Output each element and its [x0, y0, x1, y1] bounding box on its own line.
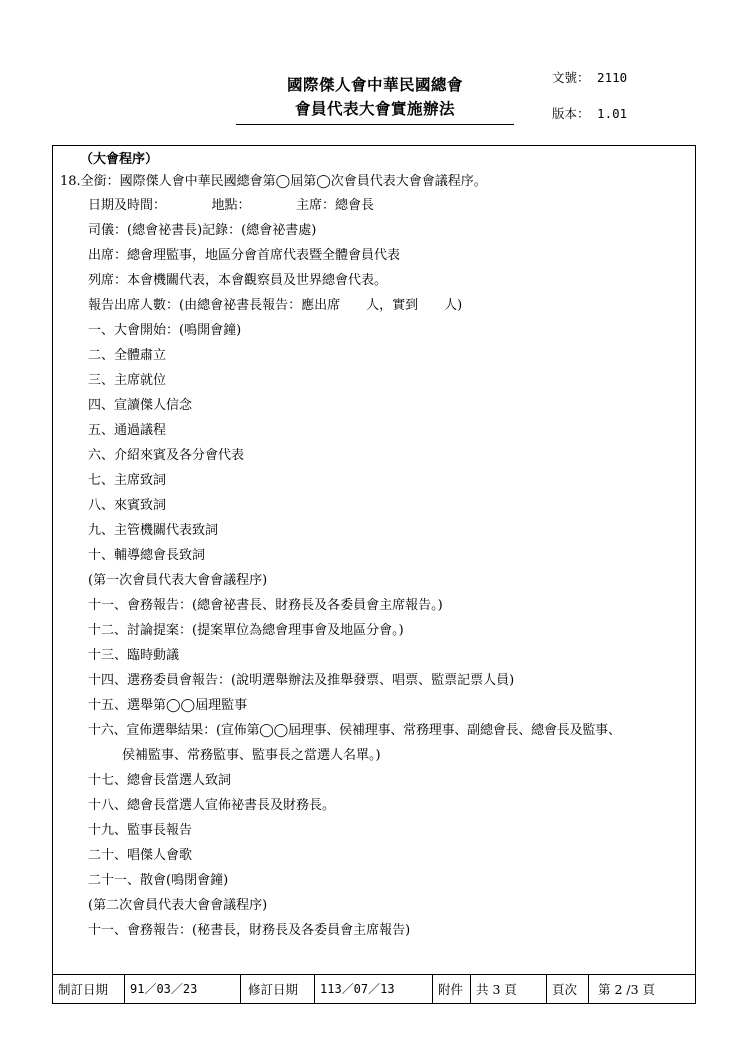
body-line: 二十、唱傑人會歌 — [88, 848, 193, 863]
body-line: 十四、選務委員會報告：(說明選舉辦法及推舉發票、唱票、監票記票人員) — [88, 673, 515, 688]
body-line: 七、主席致詞 — [88, 473, 167, 488]
created-date-value: 91／03／23 — [130, 982, 198, 996]
body-line: 18.全銜：國際傑人會中華民國總會第◯屆第◯次會員代表大會會議程序。 — [60, 174, 487, 189]
body-line: (第二次會員代表大會會議程序) — [88, 898, 268, 913]
body-line: 列席：本會機關代表，本會觀察員及世界總會代表。 — [88, 273, 388, 288]
version-label: 版本： — [552, 106, 590, 121]
version — [552, 104, 627, 122]
created-date-label: 制訂日期 — [58, 982, 109, 997]
section-heading: （大會程序） — [80, 152, 159, 167]
body-line: 十七、總會長當選人致詞 — [88, 773, 232, 788]
body-line: 十一、會務報告：(秘書長，財務長及各委員會主席報告) — [88, 923, 411, 938]
body-line: 報告出席人數：(由總會祕書長報告：應出席 人，實到 人) — [88, 298, 463, 313]
revised-date-value: 113／07／13 — [320, 982, 395, 996]
doc-number-label: 文號： — [552, 70, 590, 85]
body-line: 十九、監事長報告 — [88, 823, 193, 838]
footer-divider — [124, 975, 125, 1004]
body-line: 十六、宣佈選舉結果：(宣佈第◯◯屆理事、侯補理事、常務理事、副總會長、總會長及監事、 — [88, 723, 621, 738]
revision-footer — [52, 974, 696, 1004]
body-line: 十、輔導總會長致詞 — [88, 548, 206, 563]
body-line: 侯補監事、常務監事、監事長之當選人名單。) — [122, 748, 381, 763]
footer-divider — [546, 975, 547, 1004]
body-line: 二十一、散會(鳴閉會鐘) — [88, 873, 229, 888]
title-underline — [236, 124, 514, 125]
footer-divider — [588, 975, 589, 1004]
page-label: 頁次 — [552, 982, 578, 997]
footer-divider — [314, 975, 315, 1004]
body-line: 日期及時間： 地點： 主席：總會長 — [88, 198, 375, 213]
doc-number-value: 2110 — [597, 70, 628, 85]
body-line: 十五、選舉第◯◯屆理監事 — [88, 698, 248, 713]
body-line: 司儀：(總會祕書長)記錄：(總會祕書處) — [88, 223, 317, 238]
footer-divider — [470, 975, 471, 1004]
body-line: 十二、討論提案：(提案單位為總會理事會及地區分會。) — [88, 623, 404, 638]
footer-divider — [432, 975, 433, 1004]
body-line: 九、主管機關代表致詞 — [88, 523, 219, 538]
body-line: 八、來賓致詞 — [88, 498, 167, 513]
version-value: 1.01 — [597, 106, 628, 121]
body-line: 五、通過議程 — [88, 423, 167, 438]
revised-date-label: 修訂日期 — [248, 982, 299, 997]
body-line: 六、介紹來賓及各分會代表 — [88, 448, 245, 463]
page-value: 第 2 /3 頁 — [598, 982, 656, 997]
body-line: 二、全體肅立 — [88, 348, 167, 363]
document-title — [230, 74, 520, 120]
title-organization: 國際傑人會中華民國總會 — [286, 76, 463, 94]
attachment-label: 附件 — [438, 982, 464, 997]
body-line: 出席：總會理監事，地區分會首席代表暨全體會員代表 — [88, 248, 401, 263]
title-regulation: 會員代表大會實施辦法 — [294, 100, 455, 118]
body-line: 十一、會務報告：(總會祕書長、財務長及各委員會主席報告。) — [88, 598, 443, 613]
doc-number — [552, 68, 627, 86]
footer-divider — [240, 975, 241, 1004]
body-line: 一、大會開始：(鳴開會鐘) — [88, 323, 242, 338]
body-line: 十八、總會長當選人宣佈祕書長及財務長。 — [88, 798, 336, 813]
body-line: 四、宣讀傑人信念 — [88, 398, 193, 413]
body-line: 十三、臨時動議 — [88, 648, 180, 663]
body-line: (第一次會員代表大會會議程序) — [88, 573, 268, 588]
attachment-value: 共 3 頁 — [476, 982, 517, 997]
body-line: 三、主席就位 — [88, 373, 167, 388]
